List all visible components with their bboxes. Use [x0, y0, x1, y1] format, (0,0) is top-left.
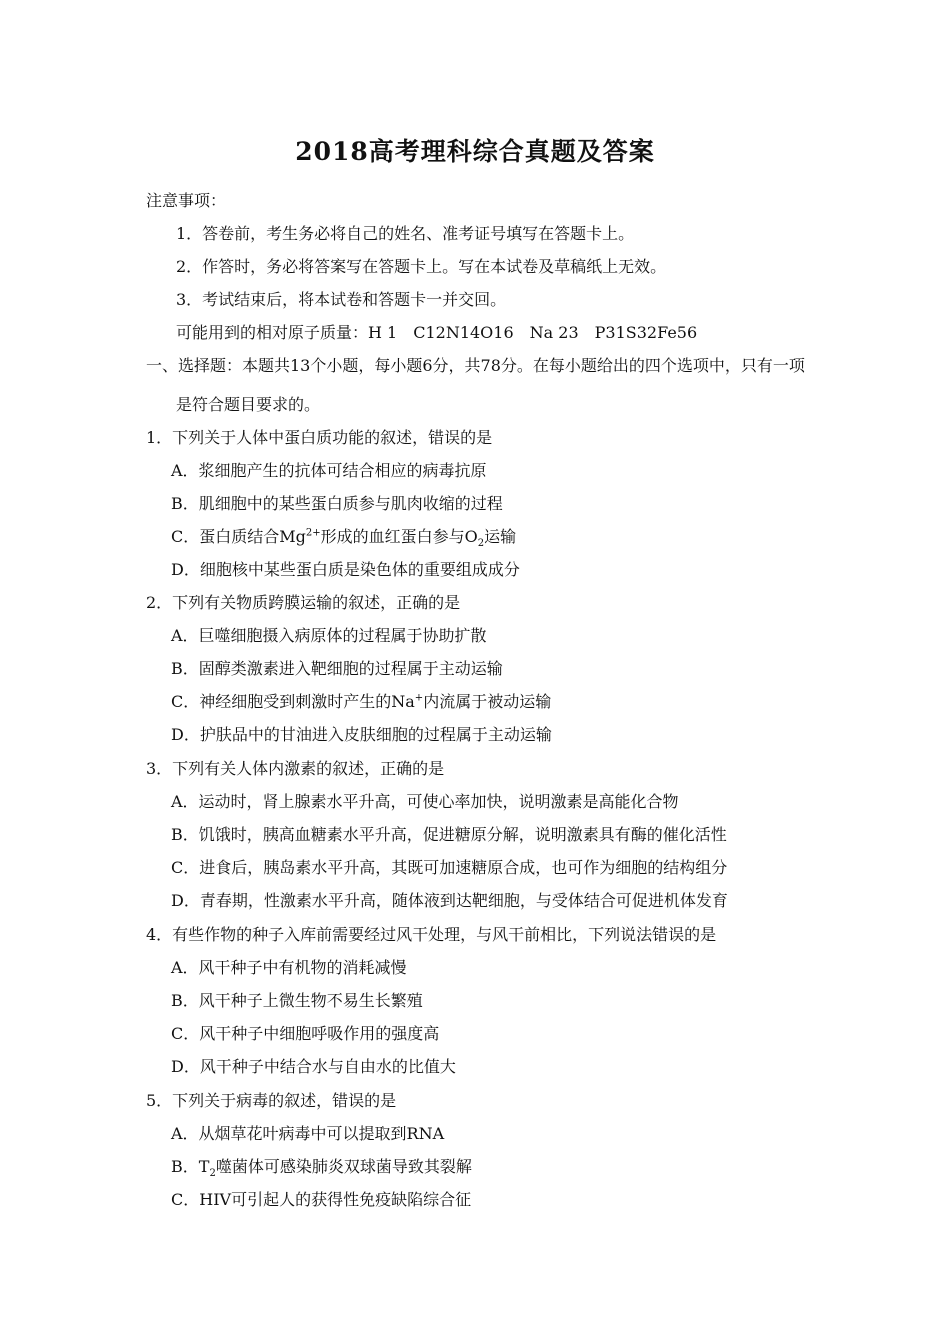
question-1-option-a: A．浆细胞产生的抗体可结合相应的病毒抗原	[171, 461, 487, 480]
question-1-option-d: D．细胞核中某些蛋白质是染色体的重要组成成分	[171, 560, 520, 579]
question-4-option-b: B．风干种子上微生物不易生长繁殖	[171, 991, 423, 1010]
option-text: C．神经细胞受到刺激时产生的Na	[171, 692, 415, 711]
section-heading-cont: 是符合题目要求的。	[176, 395, 321, 414]
question-5-option-a: A．从烟草花叶病毒中可以提取到RNA	[171, 1124, 445, 1143]
question-2-option-b: B．固醇类激素进入靶细胞的过程属于主动运输	[171, 659, 503, 678]
question-2-stem: 2．下列有关物质跨膜运输的叙述，正确的是	[146, 593, 461, 612]
option-text: 形成的血红蛋白参与O	[320, 527, 478, 546]
superscript: +	[414, 692, 424, 704]
question-2-option-c	[171, 692, 551, 712]
question-2-option-d: D．护肤品中的甘油进入皮肤细胞的过程属于主动运输	[171, 725, 552, 744]
question-3-option-b: B．饥饿时，胰高血糖素水平升高，促进糖原分解，说明激素具有酶的催化活性	[171, 825, 727, 844]
question-4-option-d: D．风干种子中结合水与自由水的比值大	[171, 1057, 456, 1076]
option-text: C．蛋白质结合Mg	[171, 527, 306, 546]
option-text: B．T	[171, 1157, 210, 1176]
question-3-stem: 3．下列有关人体内激素的叙述，正确的是	[146, 759, 445, 778]
notice-item-1: 1．答卷前，考生务必将自己的姓名、准考证号填写在答题卡上。	[176, 224, 635, 243]
page-title: 2018高考理科综合真题及答案	[295, 137, 655, 166]
atomic-mass-line: 可能用到的相对原子质量：H 1 C12N14O16 Na 23 P31S32Fe56	[176, 323, 698, 342]
option-text: 运输	[484, 527, 517, 546]
question-3-option-d: D．青春期，性激素水平升高，随体液到达靶细胞，与受体结合可促进机体发育	[171, 891, 728, 910]
question-5-stem: 5．下列关于病毒的叙述，错误的是	[146, 1091, 397, 1110]
question-3-option-c: C．进食后，胰岛素水平升高，其既可加速糖原合成，也可作为细胞的结构组分	[171, 858, 728, 877]
question-4-stem: 4．有些作物的种子入库前需要经过风干处理，与风干前相比，下列说法错误的是	[146, 925, 717, 944]
question-4-option-a: A．风干种子中有机物的消耗减慢	[171, 958, 407, 977]
question-4-option-c: C．风干种子中细胞呼吸作用的强度高	[171, 1024, 440, 1043]
question-5-option-b	[171, 1157, 472, 1180]
subscript: 2	[209, 1168, 216, 1180]
option-text: 内流属于被动运输	[423, 692, 552, 711]
notice-item-3: 3．考试结束后，将本试卷和答题卡一并交回。	[176, 290, 507, 309]
superscript: 2+	[305, 527, 321, 539]
question-1-option-c	[171, 527, 517, 550]
question-1-option-b: B．肌细胞中的某些蛋白质参与肌肉收缩的过程	[171, 494, 503, 513]
section-heading: 一、选择题：本题共13个小题，每小题6分，共78分。在每小题给出的四个选项中，只有一项	[146, 356, 805, 375]
subscript: 2	[477, 538, 485, 550]
notice-item-2: 2．作答时，务必将答案写在答题卡上。写在本试卷及草稿纸上无效。	[176, 257, 667, 276]
notice-heading: 注意事项：	[146, 191, 227, 210]
question-5-option-c: C．HIV可引起人的获得性免疫缺陷综合征	[171, 1190, 472, 1209]
option-text: 噬菌体可感染肺炎双球菌导致其裂解	[215, 1157, 472, 1176]
question-1-stem: 1．下列关于人体中蛋白质功能的叙述，错误的是	[146, 428, 493, 447]
question-2-option-a: A．巨噬细胞摄入病原体的过程属于协助扩散	[171, 626, 487, 645]
question-3-option-a: A．运动时，肾上腺素水平升高，可使心率加快，说明激素是高能化合物	[171, 792, 679, 811]
